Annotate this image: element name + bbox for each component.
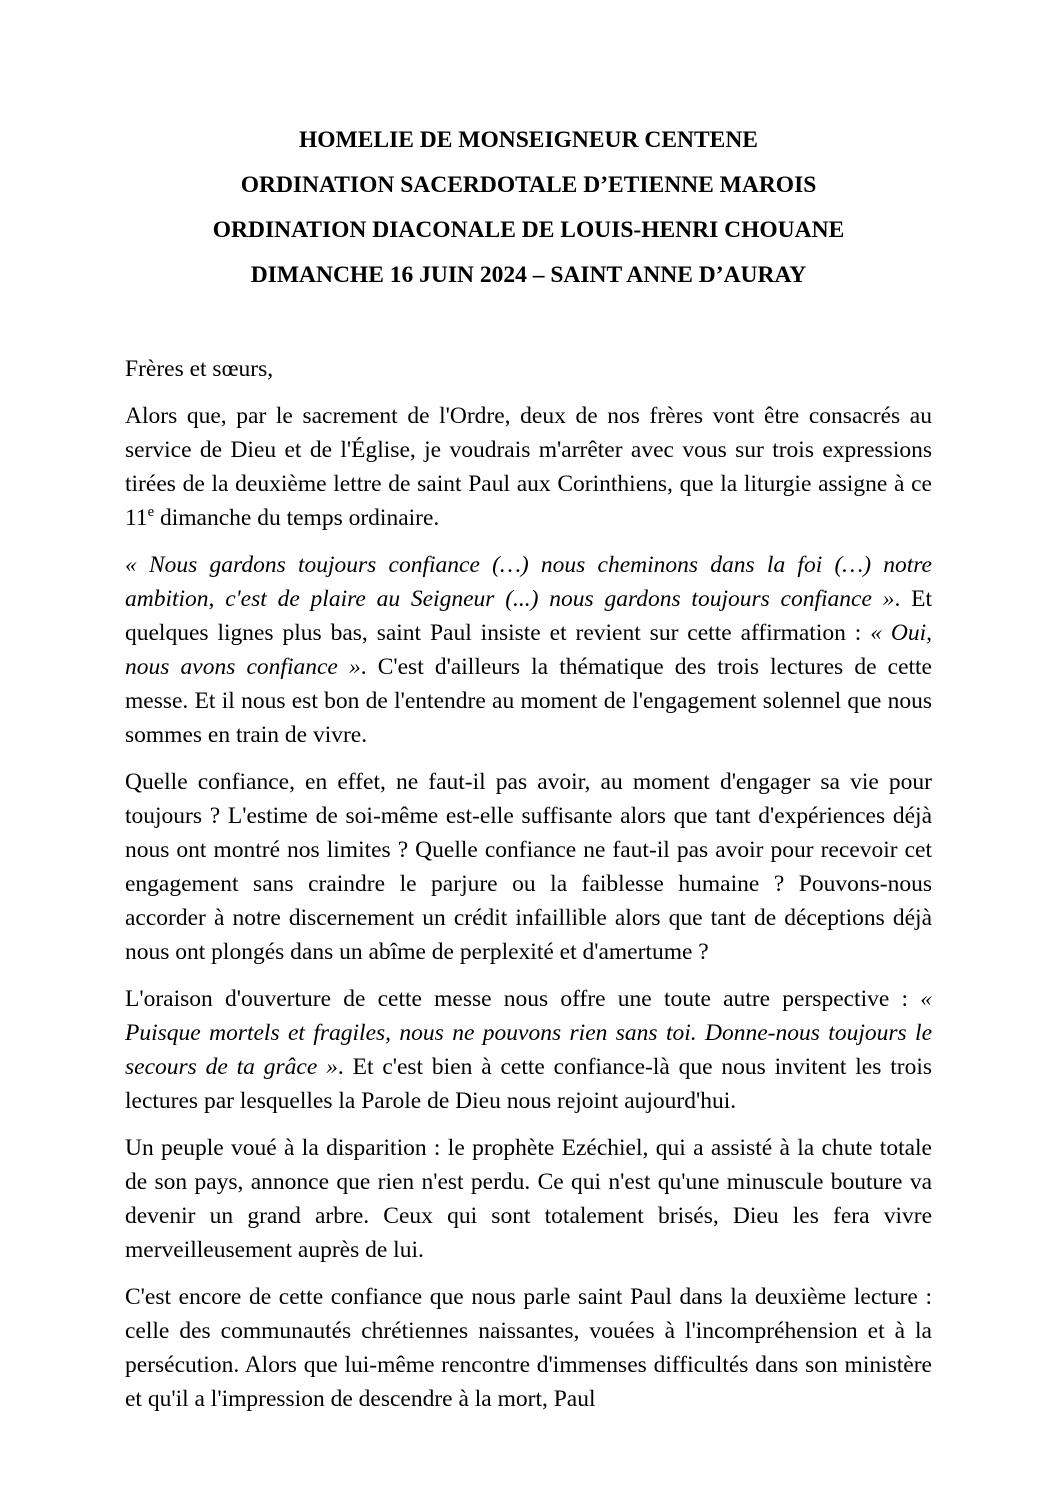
text-run: Frères et sœurs, [125, 356, 274, 382]
paragraph [125, 982, 932, 1118]
paragraph [125, 352, 932, 386]
paragraph [125, 399, 932, 535]
text-run: Quelle confiance, en effet, ne faut-il pas avoir, au moment d'engager sa vie pour toujours ? L'estime de soi-même est-elle suffisante alors que tant d'expériences déjà nous ont montré nos limites ? Quelle confiance ne faut-il pas avoir pour recevoir cet engagement sans craindre le parjure ou la faiblesse humaine ? Pouvons-nous accorder à notre discernement un crédit infaillible alors que tant de déceptions déjà nous ont plongés dans un abîme de perplexité et d'amertume ? [125, 769, 932, 965]
italic-text-run: « Nous gardons toujours confiance (…) nous cheminons dans la foi (…) notre ambition, c'est de plaire au Seigneur (...) nous gardons toujours confiance » [125, 552, 932, 612]
paragraph [125, 765, 932, 969]
italic-text-run: « Oui, nous avons confiance » [125, 620, 932, 680]
text-run: . C'est d'ailleurs la thématique des trois lectures de cette messe. Et il nous est bon de l'entendre au moment de l'engagement solennel que nous sommes en train de vivre. [125, 654, 932, 748]
text-run: C'est encore de cette confiance que nous parle saint Paul dans la deuxième lecture : celle des communautés chrétiennes naissantes, vouées à l'incompréhension et à la persécution. Alors que lui-même rencontre d'immenses difficultés dans son ministère et qu'il a l'impression de descendre à la mort, Paul [125, 1284, 932, 1412]
text-run: Un peuple voué à la disparition : le prophète Ezéchiel, qui a assisté à la chute totale de son pays, annonce que rien n'est perdu. Ce qui n'est qu'une minuscule bouture va devenir un grand arbre. Ceux qui sont totalement brisés, Dieu les fera vivre merveilleusement auprès de lui. [125, 1135, 932, 1263]
title-line-4: DIMANCHE 16 JUIN 2024 – SAINT ANNE D’AURAY [250, 262, 807, 288]
text-run: . Et c'est bien à cette confiance-là que nous invitent les trois lectures par lesquelles la Parole de Dieu nous rejoint aujourd'hui. [125, 1054, 932, 1114]
text-run: L'oraison d'ouverture de cette messe nous offre une toute autre perspective : [125, 986, 921, 1012]
text-run: . Et quelques lignes plus bas, saint Paul insiste et revient sur cette affirmation : [125, 586, 933, 646]
title-line-1: HOMELIE DE MONSEIGNEUR CENTENE [299, 127, 758, 153]
paragraph [125, 548, 932, 752]
superscript-run: e [147, 504, 155, 521]
document-title [125, 118, 932, 298]
document-body [125, 352, 932, 1416]
text-run: dimanche du temps ordinaire. [154, 505, 440, 531]
paragraph [125, 1280, 932, 1416]
text-run: Alors que, par le sacrement de l'Ordre, deux de nos frères vont être consacrés au service de Dieu et de l'Église, je voudrais m'arrêter avec vous sur trois expressions tirées de la deuxième lettre de saint Paul aux Corinthiens, que la liturgie assigne à ce 11 [125, 403, 932, 531]
title-line-2: ORDINATION SACERDOTALE D’ETIENNE MAROIS [240, 172, 817, 198]
title-line-3: ORDINATION DIACONALE DE LOUIS-HENRI CHOUANE [212, 217, 845, 243]
paragraph [125, 1131, 932, 1267]
italic-text-run: « Puisque mortels et fragiles, nous ne pouvons rien sans toi. Donne-nous toujours le secours de ta grâce » [125, 986, 932, 1080]
